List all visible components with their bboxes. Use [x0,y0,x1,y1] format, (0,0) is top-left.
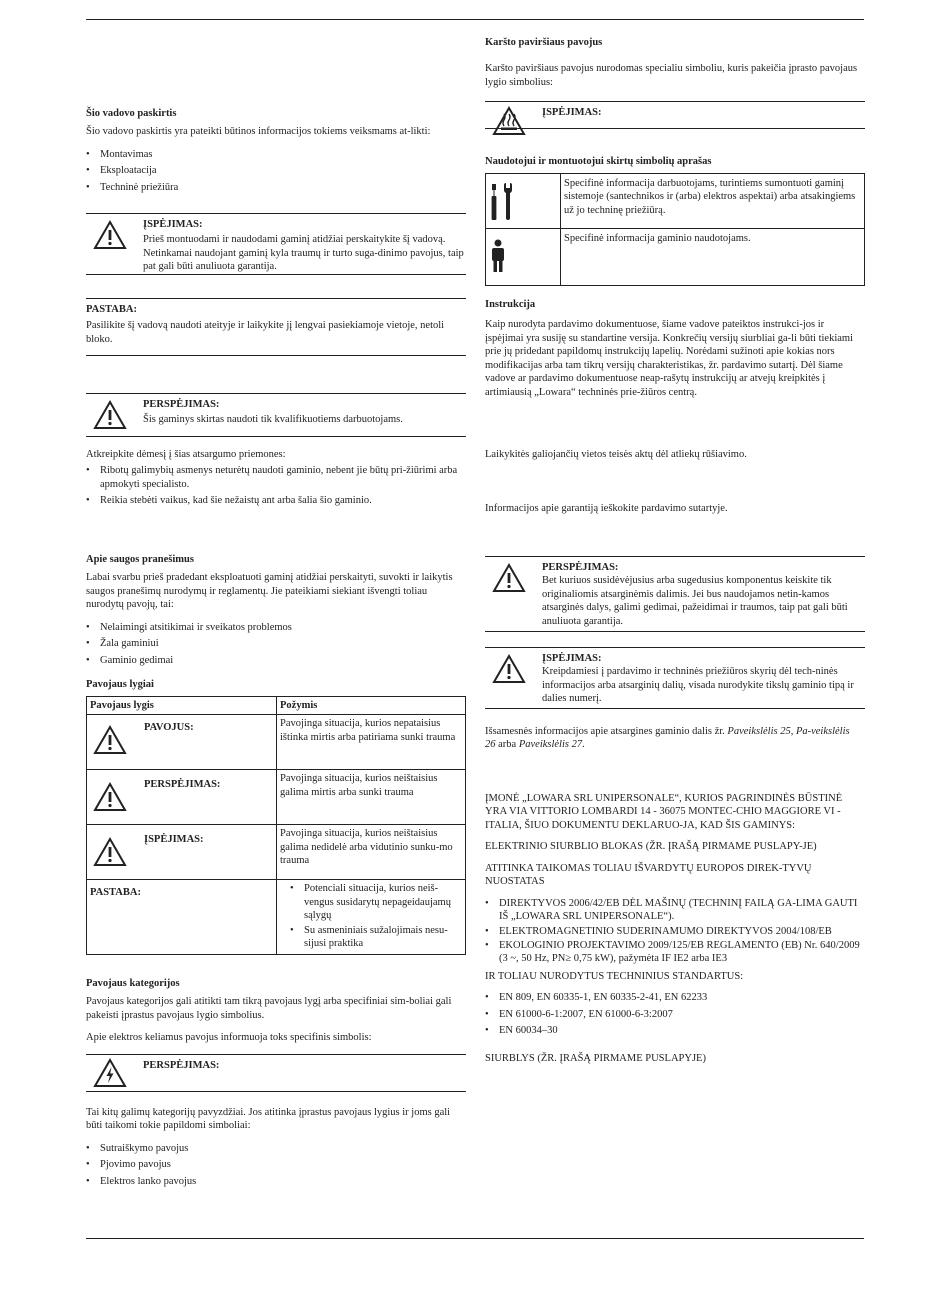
declaration-section [485,792,863,1073]
bottom-rule [86,1238,864,1239]
purpose-list [86,148,466,194]
hot-surface-icon [492,106,526,136]
declaration-text: IR TOLIAU NURODYTUS TECHNINIUS STANDARTUS: [485,970,744,982]
categories-title: Pavojaus kategorijos [86,978,180,989]
list-item: • EN 61000-6-1:2007, EN 61000-6-3:2007 [485,1008,863,1021]
note-box [86,298,466,356]
levels-title: Pavojaus lygiai [86,679,154,690]
categories-text: Pavojaus kategorijos gali atitikti tam tikrą pavojaus lygį arba specifiniai sim-boliai gali pakeisti įprastus pavojaus lygio simbolius. [86,996,452,1021]
declaration-text: ELEKTRINIO SIURBLIO BLOKAS (ŽR. ĮRAŠĄ PIRMAME PUSLAPY-JE) [485,841,817,853]
warning-title: ĮSPĖJIMAS: [542,107,602,118]
level-desc: Pavojinga situacija, kurios neištaisius galima nedidelė arba vidutinio sunku-mo trauma [277,825,466,880]
electric-hazard-icon [93,1058,127,1088]
list-item: • Elektros lanko pavojus [86,1175,466,1188]
note-title: PASTABA: [86,304,137,315]
table-row [87,715,466,770]
attention-list [86,464,466,507]
table-row [87,770,466,825]
caution-title: PERSPĖJIMAS: [143,1060,220,1071]
caution-title: PERSPĖJIMAS: [542,562,619,573]
list-item: • Montavimas [86,148,466,161]
other-list [86,1142,466,1188]
safety-text: Labai svarbu prieš pradedant eksploatuoti gaminį atidžiai perskaityti, suvokti ir laikytis saugos pranešimų nurodymų ir reglamentų. Jie pateikiami siekiant išvengti toliau nurodytų pavojų, tai: [86,572,453,611]
level-desc: Pavojinga situacija, kurios neištaisius galima mirtis arba sunki trauma [277,770,466,825]
purpose-title: Šio vadovo paskirtis [86,108,177,119]
table-header-row [87,697,466,715]
warning-box-info [485,647,865,709]
hot-surface-section [485,36,865,89]
list-item: • EKOLOGINIO PROJEKTAVIMO 2009/125/EB REGLAMENTO (EB) Nr. 640/2009 (3 ~, 50 Hz, PN≥ 0,75 kW), pažymėta IF IE2 arba IE3 [485,939,863,966]
table-row [87,825,466,880]
symbol-desc: Specifinė informacija gaminio naudotojams. [561,229,865,286]
list-item: • ELEKTROMAGNETINIO SUDERINAMUMO DIREKTYVOS 2004/108/EB [485,925,863,938]
instr-text: Kaip nurodyta pardavimo dokumentuose, šiame vadove pateiktos instrukci-jos ir įspėjimai yra susiję su standartine versija. Konkrečių versijų siurbliai ga-li būti tiekiami prie jų pridedant papildomų instrukcijų lapelių. Norėdami sužinoti apie kokias nors modifikacijas arba tam tikrų versijų charakteristikas, žr. pardavimo sutartį. Dėl šiame vadove ar pardavimo dokumentuose neap-rašytų instrukcijų ar atvejų kreipkitės į artimiausią „Lowara“ techninės prie-žiūros centrą. [485,319,853,398]
warning-box-hot [485,101,865,129]
caution-text: Šis gaminys skirtas naudoti tik kvalifikuotiems darbuotojams. [143,414,403,426]
warning-text: Kreipdamiesi į pardavimo ir techninės priežiūros skyrių dėl tech-ninės informacijos arba atsarginių dalių, visada nurodykite tikslų gaminio tipą ir dalies numerį. [542,666,854,705]
danger-triangle-icon [93,725,127,755]
warranty-text: Informacijos apie garantiją ieškokite pardavimo sutartyje. [485,503,728,514]
table-row [486,174,865,229]
list-item: • Žala gaminiui [86,637,466,650]
list-item: • Ribotų galimybių asmenys neturėtų naudoti gaminio, nebent jie būtų pri-žiūrimi arba apmokyti specialisto. [86,464,466,491]
caution-triangle-icon [93,782,127,812]
safety-title: Apie saugos pranešimus [86,554,194,565]
caution-title: PERSPĖJIMAS: [143,399,220,410]
declaration-text: ĮMONĖ „LOWARA SRL UNIPERSONALE“, KURIOS PAGRINDINĖS BŪSTINĖ YRA VIA VITTORIO LOMBARDI 14 - 36075 MONTEC-CHIO MAGGIORE VI - ITALIA, ŠIUO DOKUMENTU DEKLARUO-JA, KAD ŠIS GAMINYS: [485,793,843,831]
hot-text: Karšto paviršiaus pavojus nurodomas specialiu simboliu, kuris pakeičia įprasto pavojaus lygio simbolius: [485,63,858,88]
standards-list [485,991,863,1037]
list-item: • Eksploatacija [86,164,466,177]
level-label: ĮSPĖJIMAS: [144,834,204,846]
caution-box-electric [86,1054,466,1092]
purpose-text: Šio vadovo paskirtis yra pateikti būtinos informacijos tokiems veiksmams at-likti: [86,126,431,138]
list-item: • Su asmeniniais sužalojimais nesu-sijusi praktika [290,924,462,951]
figure-ref: Paveikslėlis 25 [727,726,791,737]
list-item: • Reikia stebėti vaikus, kad šie nežaistų ant arba šalia šio gaminio. [86,494,466,507]
hazard-levels-table [86,696,466,955]
caution-text: Bet kuriuos susidėvėjusius arba sugedusius komponentus keiskite tik originaliomis atsarginėmis dalimis. Jei bus naudojamos netin-kamos atsarginės dalys, galimi gedimai, pažeidimai ir traumos, taip pat gali būti anuliuota garantija. [542,575,848,627]
safety-section [86,553,466,670]
list-item: • DIREKTYVOS 2006/42/EB DĖL MAŠINŲ (TECHNINĮ FAILĄ GA-LIMA GAUTI IŠ „LOWARA SRL UNIPERSONALE“). [485,897,863,924]
symbol-desc: Specifinė informacija darbuotojams, turintiems sumontuoti gaminį sistemoje (santechnikos ir (arba) elektros aspektai) arba atsakingiems už jo techninę priežiūrą. [561,174,865,229]
figure-ref: Pa-veikslėlis 26 [485,726,850,751]
attention-section [86,448,466,511]
level-desc: Pavojinga situacija, kurios nepataisius ištinka mirtis arba patiriama sunki trauma [277,715,466,770]
caution-box-qualified [86,393,466,437]
table-header: Požymis [277,697,466,715]
list-item: • Techninė priežiūra [86,181,466,194]
top-rule [86,19,864,20]
list-item: • EN 60034–30 [485,1024,863,1037]
warning-title: ĮSPĖJIMAS: [143,219,203,230]
instr-title: Instrukcija [485,299,536,310]
disposal-text: Laikykitės galiojančių vietos teisės aktų dėl atliekų rūšiavimo. [485,449,747,460]
warning-box-manual [86,213,466,275]
level-label: PAVOJUS: [144,722,194,734]
instructions-section [485,298,865,399]
list-item: • Gaminio gedimai [86,654,466,667]
list-item: • Sutraiškymo pavojus [86,1142,466,1155]
safety-list [86,621,466,667]
electric-text: Apie elektros keliamus pavojus informuoja toks specifinis simbolis: [86,1032,372,1044]
list-item: • Nelaimingi atsitikimai ir sveikatos problemos [86,621,466,634]
table-row [486,229,865,286]
warning-title: ĮSPĖJIMAS: [542,653,602,664]
warning-triangle-icon [93,837,127,867]
list-item: • Pjovimo pavojus [86,1158,466,1171]
user-icon [488,239,508,273]
attention-text: Atkreipkite dėmesį į šias atsargumo priemones: [86,449,286,460]
warning-triangle-icon [492,563,526,593]
tools-icon [488,182,518,222]
figure-ref: Paveikslėlis 27 [518,739,583,751]
categories-section [86,977,466,1045]
list-item: • EN 809, EN 60335-1, EN 60335-2-41, EN 62233 [485,991,863,1004]
symbols-table [485,173,865,286]
warning-text: Prieš montuodami ir naudodami gaminį atidžiai perskaitykite šį vadovą. Netinkamai naudojant gaminį kyla traumų ir turto suga-dinimo pavojus, taip pat gali būti anuliuota garantija. [143,234,464,273]
warning-triangle-icon [492,654,526,684]
level-label: PERSPĖJIMAS: [144,779,221,791]
table-header: Pavojaus lygis [87,697,277,715]
note-text: Pasilikite šį vadovą naudoti ateityje ir laikykite jį lengvai pasiekiamoje vietoje, netoli bloko. [86,320,445,345]
table-row [87,880,466,954]
purpose-section [86,107,466,197]
hot-title: Karšto paviršiaus pavojus [485,37,603,48]
symbols-title: Naudotojui ir montuotojui skirtų simbolių aprašas [485,156,712,167]
declaration-text: SIURBLYS (ŽR. ĮRAŠĄ PIRMAME PUSLAPYJE) [485,1052,706,1064]
spares-text: Išsamesnės informacijos apie atsargines gaminio dalis žr. Paveikslėlis 25, Pa-veikslėlis 26 arba Paveikslėlis 27. [485,726,850,751]
list-item: • Potenciali situacija, kurios neiš-vengus susidarytų nepageidaujamų sąlygų [290,882,462,922]
level-label: PASTABA: [87,880,277,954]
declaration-text: ATITINKA TAIKOMAS TOLIAU IŠVARDYTŲ EUROPOS DIREK-TYVŲ NUOSTATAS [485,862,812,888]
warning-triangle-icon [93,220,127,250]
warning-triangle-icon [93,400,127,430]
directives-list [485,897,863,966]
caution-box-parts [485,556,865,632]
other-categories-section [86,1106,466,1191]
other-text: Tai kitų galimų kategorijų pavyzdžiai. Jos atitinka įprastus pavojaus lygius ir joms gali būti taikomi tokie papildomi simboliai: [86,1107,451,1132]
